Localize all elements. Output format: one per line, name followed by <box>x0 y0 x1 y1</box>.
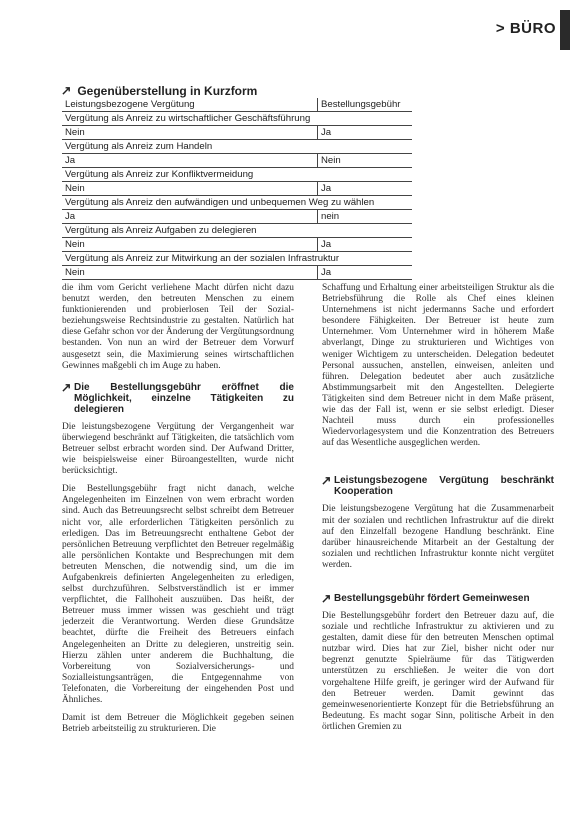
table-row <box>62 182 412 196</box>
table-cell: Ja <box>318 182 413 196</box>
subheading-text: Die Bestellungsgebühr eröffnet die Möglichkeit, einzelne Tätigkeiten zu delegieren <box>74 381 294 415</box>
paragraph: Die Bestellungsgebühr fordert den Betreuer dazu auf, die soziale und rechtliche Infrastruktur zu aktivieren und zu gestalten, damit diese für den betreuten Menschen optimal nutzbar wird. Dies hat zur Ziel, bisher nicht oder nur begrenzt genutzte Spielräume für das Tätigwerden unterstützen zu erschließen. Je weiter die von dort vorgehaltene Hilfe greift, je geringer wird der Aufwand für den Betreuer werden. Damit gewinnt das gemeinwesenorientierte Konzept für die Betriebsführung an Bedeutung. Es macht sogar Sinn, politische Arbeit in den örtlichen Gremien zu <box>322 610 554 732</box>
table-cell: Ja <box>318 238 413 252</box>
comparison-table <box>62 98 412 280</box>
right-text-column <box>322 283 554 740</box>
table-criterion: Vergütung als Anreiz zur Mitwirkung an der sozialen Infrastruktur <box>62 252 412 266</box>
subheading <box>62 382 294 415</box>
table-row <box>62 154 412 168</box>
table-cell: Nein <box>62 266 318 280</box>
table-cell: Ja <box>318 126 413 140</box>
table-criterion: Vergütung als Anreiz zur Konfliktvermeidung <box>62 168 412 182</box>
table-row <box>62 126 412 140</box>
table-criterion: Vergütung als Anreiz zum Handeln <box>62 140 412 154</box>
subheading-text: Bestellungsgebühr fördert Gemeinwesen <box>334 592 530 604</box>
page-edge-tab <box>560 10 570 50</box>
table-cell: Ja <box>62 210 318 224</box>
table-cell: Nein <box>62 238 318 252</box>
table-cell: nein <box>318 210 413 224</box>
section-title-text: Gegenüberstellung in Kurzform <box>77 84 258 98</box>
table-cell: Ja <box>62 154 318 168</box>
paragraph: Schaffung und Erhaltung einer arbeitsteiligen Struktur als die Betriebsführung die Rolle als Chef eines kleinen Unternehmens ist nicht jedermanns Sache und erfordert besondere Fähigkeiten. Der Betreuer ist heute zum Unternehmer. Vom Unternehmer wird in höherem Maße abverlangt, Dinge zu strukturieren und Wichtiges von weniger Wichtigem zu unterscheiden. Delegation bedeutet Personal aussuchen, anstellen, einweisen, anleiten und führen. Delegation bedeutet aber auch zusätzliche Abstimmungsarbeit mit den Angestellten. Delegierte Tätigkeiten sind dem Betreuer nicht in dem Maße präsent, wie das der Fall ist, wenn er sie selbst erledigt. Dieser Nachteil muss durch ein professionelles Wiedervorlagesystem und die Konzentration des Betreuers auf das Wesentliche ausgeglichen werden. <box>322 283 554 449</box>
section-arrow-icon <box>62 86 71 95</box>
table-row <box>62 266 412 280</box>
left-text-column <box>62 283 294 742</box>
paragraph: Die leistungsbezogene Vergütung der Vergangenheit war überwiegend beschränkt auf Tätigkeiten, die tatsächlich vom Betreuer selbst erbracht worden sind. Der Aufwand Dritter, wie beispielsweise einer Büroangestellten, wurde nicht berücksichtigt. <box>62 421 294 477</box>
table-row <box>62 210 412 224</box>
table-cell: Nein <box>318 154 413 168</box>
table-criterion: Vergütung als Anreiz zu wirtschaftlicher Geschäftsführung <box>62 112 412 126</box>
table-cell: Nein <box>62 126 318 140</box>
paragraph: Die Bestellungsgebühr fragt nicht danach, welche Angelegenheiten im Einzelnen von wem erbracht worden sind. Auch das Betreuungsrecht selbst schreibt dem Betreuer nicht vor, alle erforderlichen Tätigkeiten persönlich zu erledigen. Das im Betreuungsrecht enthaltene Gebot der persönlichen Betreuung verpflichtet den Betreuer regelmäßig alle persönlichen Kontakte und Besprechungen mit dem betreuten Menschen, die notwendig sind, um die im Aufgabenkreis definierten Angelegenheiten zu erledigen, selbst durchzuführen. Selbstverständlich ist er immer verpflichtet, die Fallhoheit auszuüben. Das heißt, der Betreuer muss immer wissen was geschieht und trägt jederzeit die Verantwortung. Werden diese Grundsätze beachtet, dürfte die Freiheit des Betreuers einfach Angelegenheiten an Dritte zu delegieren, unstreitig sein. Hierzu zählen unter anderem die Buchhaltung, die Vorbereitung von Sozialversicherungs- und Sozialleistungsanträgen, die Entgegennahme von Telefonaten, die Vorbereitung der eingehenden Post und Ähnliches. <box>62 484 294 705</box>
running-head: > BÜRO <box>495 20 556 37</box>
table-header-row <box>62 98 412 112</box>
paragraph: Die leistungsbezogene Vergütung hat die Zusammenarbeit mit der sozialen und rechtlichen Infrastruktur auf die direkt auf den Einzelfall bezogene Handlung beschränkt. Eine darüber hinausreichende Mitarbeit an der Gestaltung der sozialen und rechtlichen Infrastruktur konnte nicht vergütet werden. <box>322 504 554 570</box>
table-row <box>62 238 412 252</box>
table-cell: Ja <box>318 266 413 280</box>
subheading-text: Leistungsbezogene Vergütung beschränkt Kooperation <box>334 475 554 498</box>
table-criterion: Vergütung als Anreiz den aufwändigen und unbequemen Weg zu wählen <box>62 196 412 210</box>
table-criterion: Vergütung als Anreiz Aufgaben zu delegieren <box>62 224 412 238</box>
section-title <box>62 84 257 98</box>
paragraph: Damit ist dem Betreuer die Möglichkeit gegeben seinen Betrieb arbeitsteilig zu strukturieren. Die <box>62 713 294 735</box>
table-header-cell: Leistungsbezogene Vergütung <box>62 98 318 112</box>
paragraph: die ihm vom Gericht verliehene Macht dürfen nicht dazu benutzt werden, den betreuten Menschen zu einem funktionierenden und probierlosen Teil der Sozial- beziehungsweise Rechtsindustrie zu gestalten. Natürlich hat diese Gefahr schon vor der Änderung der Vergütungsordnung bestanden. Von nun an wird der Betreuer dem Vorwurf ausgesetzt sein, die Maximierung seines wirtschaftlichen Gewinnes maßgebli ch im Auge zu haben. <box>62 283 294 371</box>
subheading <box>322 475 554 497</box>
table-cell: Nein <box>62 182 318 196</box>
section-arrow-icon <box>322 476 331 485</box>
section-arrow-icon <box>62 383 71 392</box>
table-header-cell: Bestellungsgebühr <box>318 98 413 112</box>
subheading <box>322 593 554 604</box>
section-arrow-icon <box>322 594 331 603</box>
